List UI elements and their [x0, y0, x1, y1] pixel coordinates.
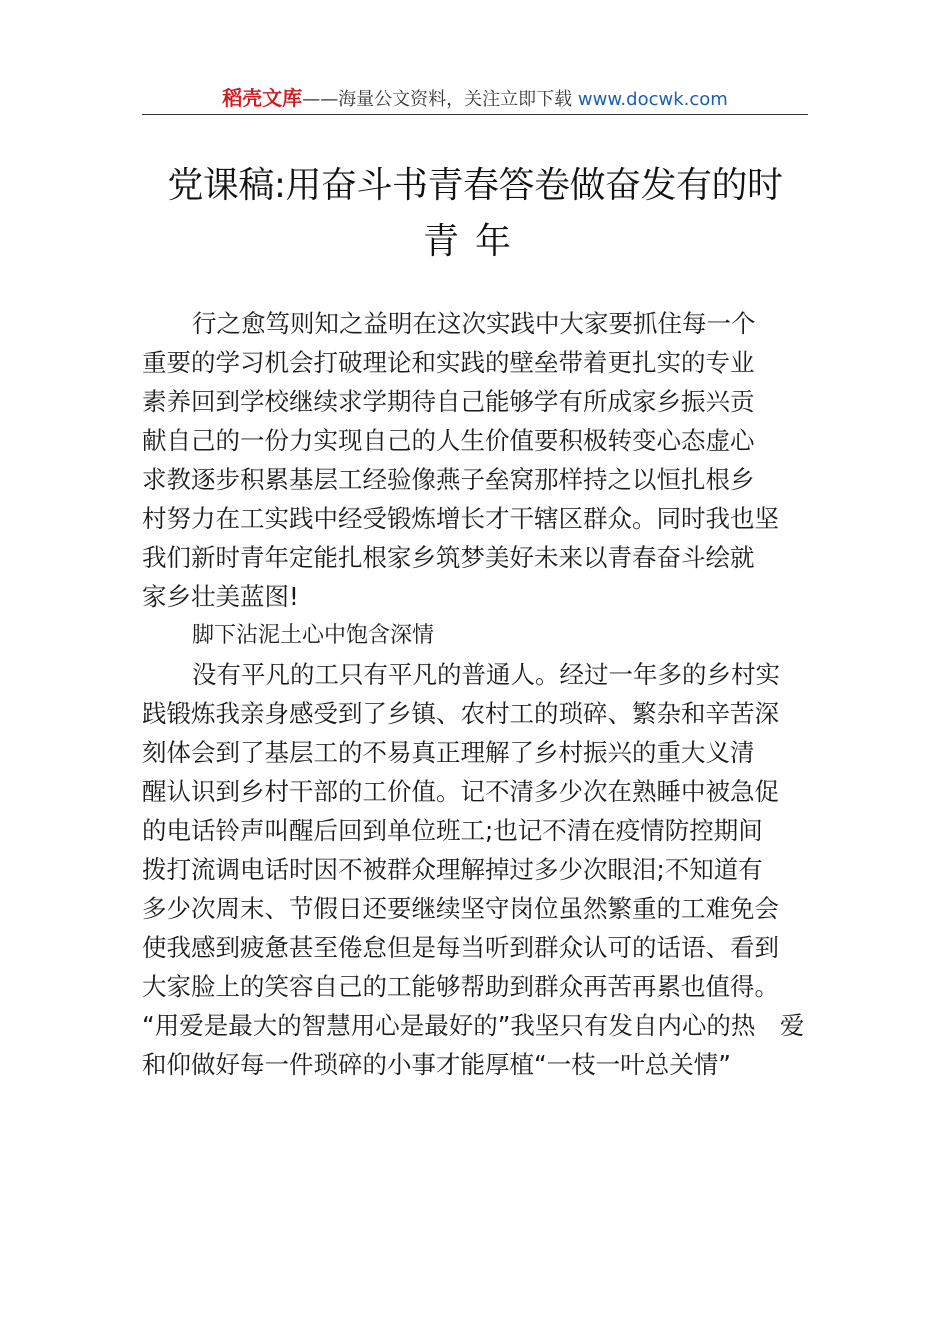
paragraph-1-line: 素养回到学校继续求学期待自己能够学有所成家乡振兴贡 — [142, 387, 755, 416]
paragraph-2-line: 大家脸上的笑容自己的工能够帮助到群众再苦再累也值得。 — [142, 972, 779, 1001]
page-header — [142, 84, 808, 114]
paragraph-2-line: “用爱是最大的智慧用心是最好的”我坚只有发自内心的热 爱 — [142, 1011, 805, 1040]
paragraph-2-line: 践锻炼我亲身感受到了乡镇、农村工的琐碎、繁杂和辛苦深 — [142, 699, 779, 728]
brand-name: 稻壳文库 — [222, 86, 303, 110]
section-heading: 脚下沾泥土心中饱含深情 — [192, 623, 435, 648]
paragraph-2-line: 使我感到疲惫甚至倦怠但是每当听到群众认可的话语、看到 — [142, 933, 779, 962]
paragraph-2-line: 醒认识到乡村干部的工价值。记不清多少次在熟睡中被急促 — [142, 777, 779, 806]
document-body — [142, 304, 832, 1084]
header-tagline: ——海量公文资料，关注立即下载 — [302, 89, 573, 110]
title-line-2: 青年 — [422, 221, 527, 262]
paragraph-1-line: 我们新时青年定能扎根家乡筑梦美好未来以青春奋斗绘就 — [142, 543, 755, 572]
title-line-1: 党课稿:用奋斗书青春答卷做奋发有的时 — [167, 165, 783, 206]
paragraph-2-line: 拨打流调电话时因不被群众理解掉过多少次眼泪;不知道有 — [142, 855, 763, 884]
paragraph-1-line: 重要的学习机会打破理论和实践的壁垒带着更扎实的专业 — [142, 348, 755, 377]
document-title — [100, 158, 850, 270]
paragraph-1-line: 献自己的一份力实现自己的人生价值要积极转变心态虚心 — [142, 426, 755, 455]
paragraph-1-line: 求教逐步积累基层工经验像燕子垒窝那样持之以恒扎根乡 — [142, 465, 755, 494]
paragraph-2-line: 多少次周末、节假日还要继续坚守岗位虽然繁重的工难免会 — [142, 894, 779, 923]
paragraph-1-line: 行之愈笃则知之益明在这次实践中大家要抓住每一个 — [192, 309, 756, 338]
header-url[interactable]: www.docwk.com — [577, 89, 728, 110]
paragraph-2-line: 刻体会到了基层工的不易真正理解了乡村振兴的重大义清 — [142, 738, 755, 767]
paragraph-1-line: 家乡壮美蓝图! — [142, 582, 299, 611]
paragraph-2-line: 的电话铃声叫醒后回到单位班工;也记不清在疫情防控期间 — [142, 816, 763, 845]
paragraph-2-line: 和仰做好每一件琐碎的小事才能厚植“一枝一叶总关情” — [142, 1050, 731, 1079]
paragraph-1-line: 村努力在工实践中经受锻炼增长才干辖区群众。同时我也坚 — [142, 504, 779, 533]
paragraph-2-line: 没有平凡的工只有平凡的普通人。经过一年多的乡村实 — [192, 660, 780, 689]
header-divider — [142, 114, 808, 115]
